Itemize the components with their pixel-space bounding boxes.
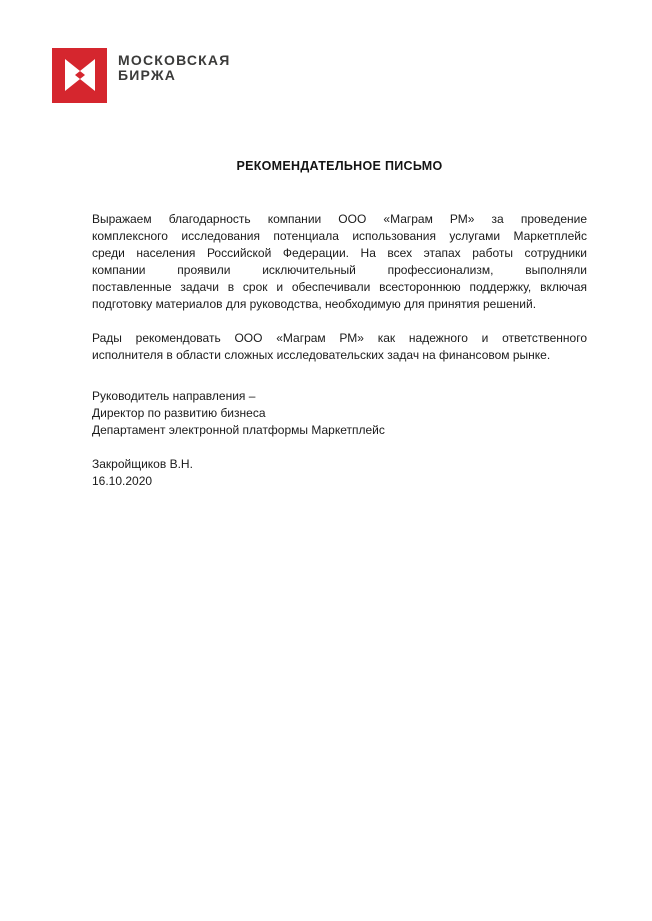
letter-title: РЕКОМЕНДАТЕЛЬНОЕ ПИСЬМО: [236, 159, 443, 173]
letter-body: [92, 211, 587, 490]
moex-logo-wordmark: [118, 53, 231, 82]
moex-bowtie-icon: [52, 48, 107, 103]
logo-text-line-2: БИРЖА: [118, 66, 177, 83]
paragraph-line: поставленные задачи в срок и обеспечивали всестороннюю поддержку, включая: [92, 280, 587, 294]
paragraph-line: исполнителя в области сложных исследовательских задач на финансовом рынке.: [92, 348, 551, 362]
signature-role-line: Директор по развитию бизнеса: [92, 406, 266, 420]
moex-logo: [52, 48, 231, 103]
paragraph-line: среди населения Российской Федерации. На всех этапах работы сотрудники: [92, 246, 587, 260]
paragraph-line: комплексного исследования потенциала использования услугами Маркетплейс: [92, 229, 587, 243]
paragraph-line: компании проявили исключительный профессионализм, выполняли: [92, 263, 587, 277]
signature-spacer: [92, 364, 587, 388]
paragraph-line: Рады рекомендовать ООО «Маграм РМ» как надежного и ответственного: [92, 331, 587, 345]
paragraph-line: Выражаем благодарность компании ООО «Маграм РМ» за проведение: [92, 212, 587, 226]
signature-block: [92, 388, 587, 490]
paragraph-1: [92, 211, 587, 313]
paragraph-line: подготовку материалов для руководства, необходимую для принятия решений.: [92, 297, 537, 311]
paragraph-2: [92, 330, 587, 364]
signature-role-line: Департамент электронной платформы Маркетплейс: [92, 423, 385, 437]
signature-name: Закройщиков В.Н.: [92, 457, 193, 471]
logo-square: [52, 48, 107, 103]
signature-date: 16.10.2020: [92, 474, 153, 488]
paragraph-spacer: [92, 313, 587, 330]
signature-role-line: Руководитель направления –: [92, 389, 256, 403]
logo-text-line-1: МОСКОВСКАЯ: [118, 52, 231, 68]
signature-name-spacer: [92, 439, 587, 456]
